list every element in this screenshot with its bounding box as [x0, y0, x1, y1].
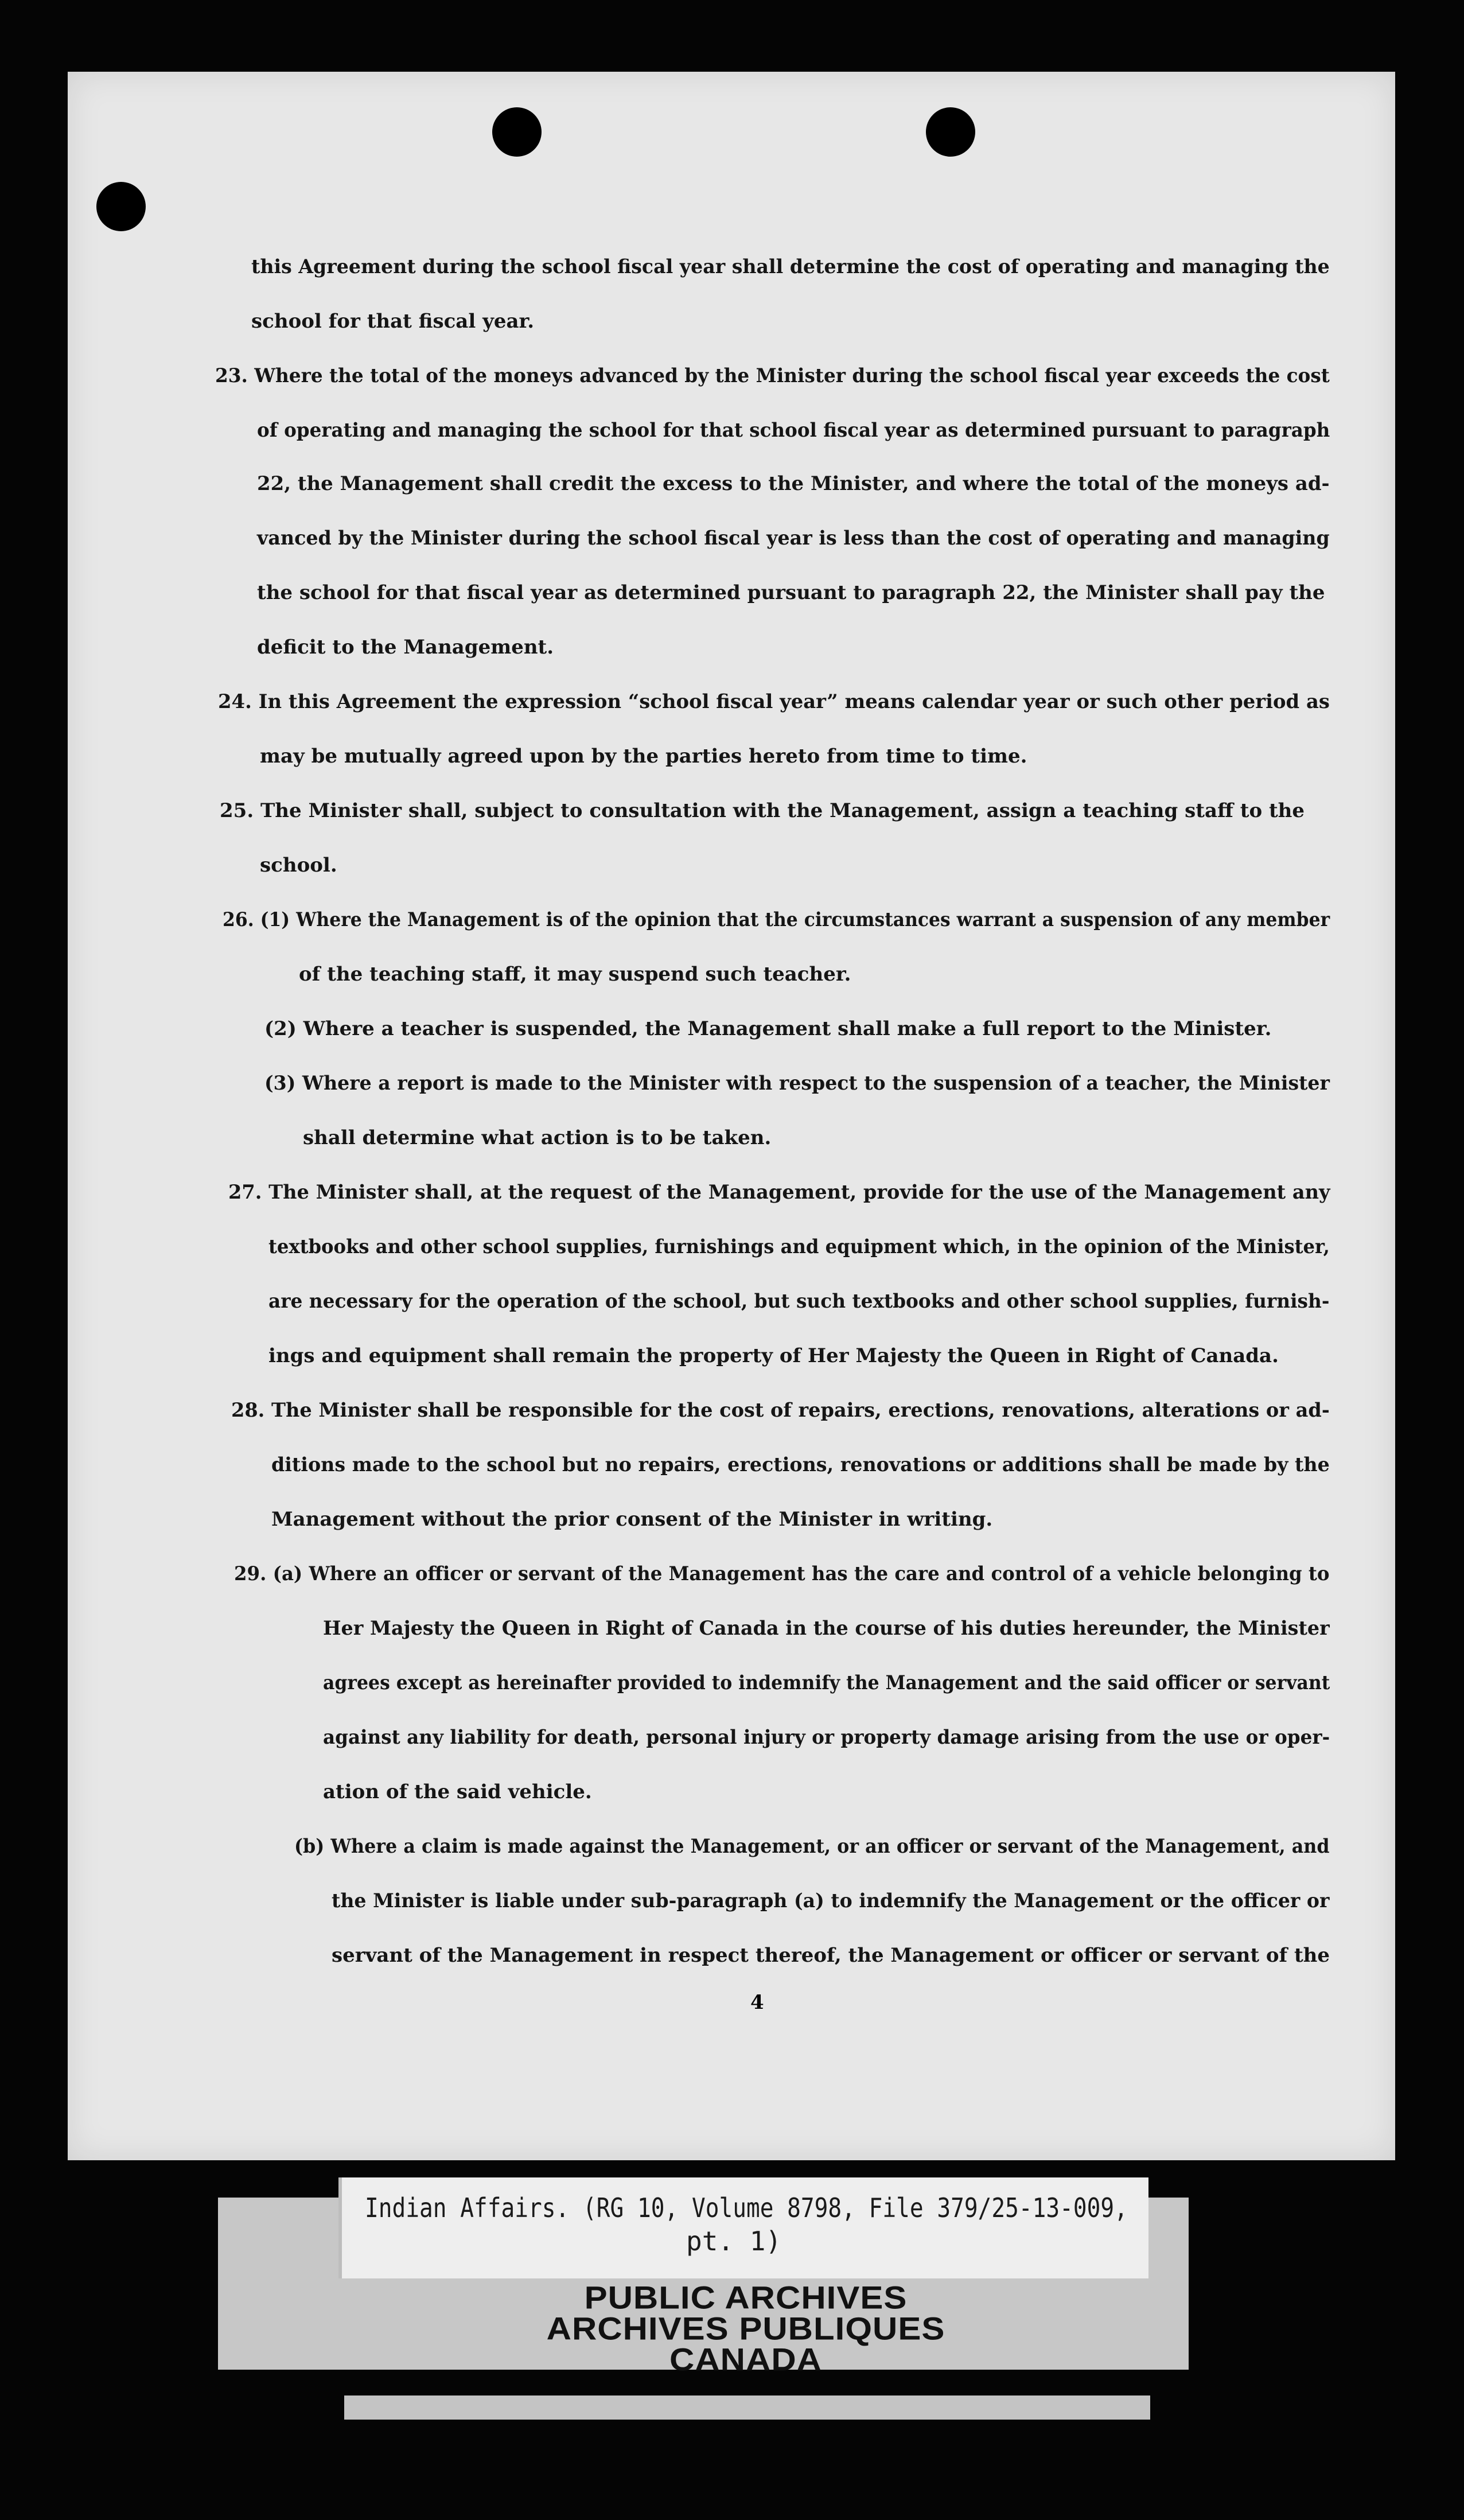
- text-line: against any liability for death, personal injury or property damage arising from the use or oper-: [323, 1726, 1330, 1749]
- text-line: 29. (a) Where an officer or servant of the Management has the care and control of a vehicle belonging to: [234, 1562, 1330, 1585]
- text-line: (3) Where a report is made to the Minister with respect to the suspension of a teacher, the Minister: [264, 1072, 1330, 1095]
- text-line: vanced by the Minister during the school fiscal year is less than the cost of operating and managing: [257, 527, 1330, 550]
- text-line: school for that fiscal year.: [251, 310, 535, 333]
- stamp-line: ARCHIVES PUBLIQUES: [546, 2311, 945, 2347]
- text-line: this Agreement during the school fiscal year shall determine the cost of operating and managing the: [251, 255, 1330, 278]
- text-line: 23. Where the total of the moneys advanced by the Minister during the school fiscal year exceeds the cost: [215, 364, 1330, 387]
- text-line: 24. In this Agreement the expression “school fiscal year” means calendar year or such other period as: [218, 690, 1330, 713]
- text-line: shall determine what action is to be taken.: [303, 1126, 772, 1149]
- text-line: may be mutually agreed upon by the parties hereto from time to time.: [260, 745, 1027, 768]
- text-line: 28. The Minister shall be responsible for the cost of repairs, erections, renovations, alterations or ad-: [231, 1399, 1330, 1422]
- text-line: Management without the prior consent of the Minister in writing.: [271, 1508, 993, 1531]
- text-line: (2) Where a teacher is suspended, the Management shall make a full report to the Minister.: [264, 1017, 1272, 1040]
- text-line: of operating and managing the school for that school fiscal year as determined pursuant to paragraph: [257, 419, 1330, 442]
- text-line: 22, the Management shall credit the excess to the Minister, and where the total of the moneys ad-: [257, 472, 1330, 495]
- text-line: the Minister is liable under sub-paragraph (a) to indemnify the Management or the officer or: [332, 1889, 1330, 1912]
- text-line: are necessary for the operation of the school, but such textbooks and other school supplies, furnish-: [268, 1290, 1330, 1313]
- archive-reference-label: [338, 2177, 1148, 2278]
- page-number: 4: [750, 1991, 764, 2014]
- archive-reference-line: pt. 1): [686, 2226, 782, 2257]
- text-line: agrees except as hereinafter provided to indemnify the Management and the said officer or servant: [323, 1671, 1330, 1694]
- archive-reference-line: Indian Affairs. (RG 10, Volume 8798, File 379/25-13-009,: [365, 2192, 1128, 2223]
- text-line: 26. (1) Where the Management is of the opinion that the circumstances warrant a suspension of any member: [223, 908, 1330, 931]
- document-page: [68, 72, 1395, 2160]
- text-line: school.: [260, 854, 337, 877]
- text-line: the school for that fiscal year as determined pursuant to paragraph 22, the Minister shall pay the: [257, 581, 1325, 604]
- text-line: 25. The Minister shall, subject to consultation with the Management, assign a teaching staff to the: [220, 799, 1305, 822]
- text-line: ditions made to the school but no repairs, erections, renovations or additions shall be made by the: [271, 1453, 1330, 1476]
- archives-stamp: [516, 2280, 975, 2378]
- text-line: ings and equipment shall remain the property of Her Majesty the Queen in Right of Canada.: [268, 1344, 1279, 1367]
- text-line: (b) Where a claim is made against the Management, or an officer or servant of the Management, and: [294, 1835, 1330, 1858]
- text-line: 27. The Minister shall, at the request of the Management, provide for the use of the Management any: [228, 1181, 1330, 1204]
- text-line: deficit to the Management.: [257, 636, 554, 659]
- text-line: of the teaching staff, it may suspend such teacher.: [299, 963, 851, 986]
- text-line: ation of the said vehicle.: [323, 1780, 592, 1803]
- stamp-line: PUBLIC ARCHIVES: [584, 2280, 908, 2316]
- divider-strip: [344, 2395, 1150, 2420]
- stamp-line: CANADA: [669, 2342, 822, 2378]
- text-line: textbooks and other school supplies, furnishings and equipment which, in the opinion of the Minister,: [268, 1235, 1330, 1258]
- document-body: [68, 72, 1395, 2160]
- text-line: servant of the Management in respect thereof, the Management or officer or servant of the: [332, 1944, 1330, 1967]
- text-line: Her Majesty the Queen in Right of Canada in the course of his duties hereunder, the Minister: [323, 1617, 1330, 1640]
